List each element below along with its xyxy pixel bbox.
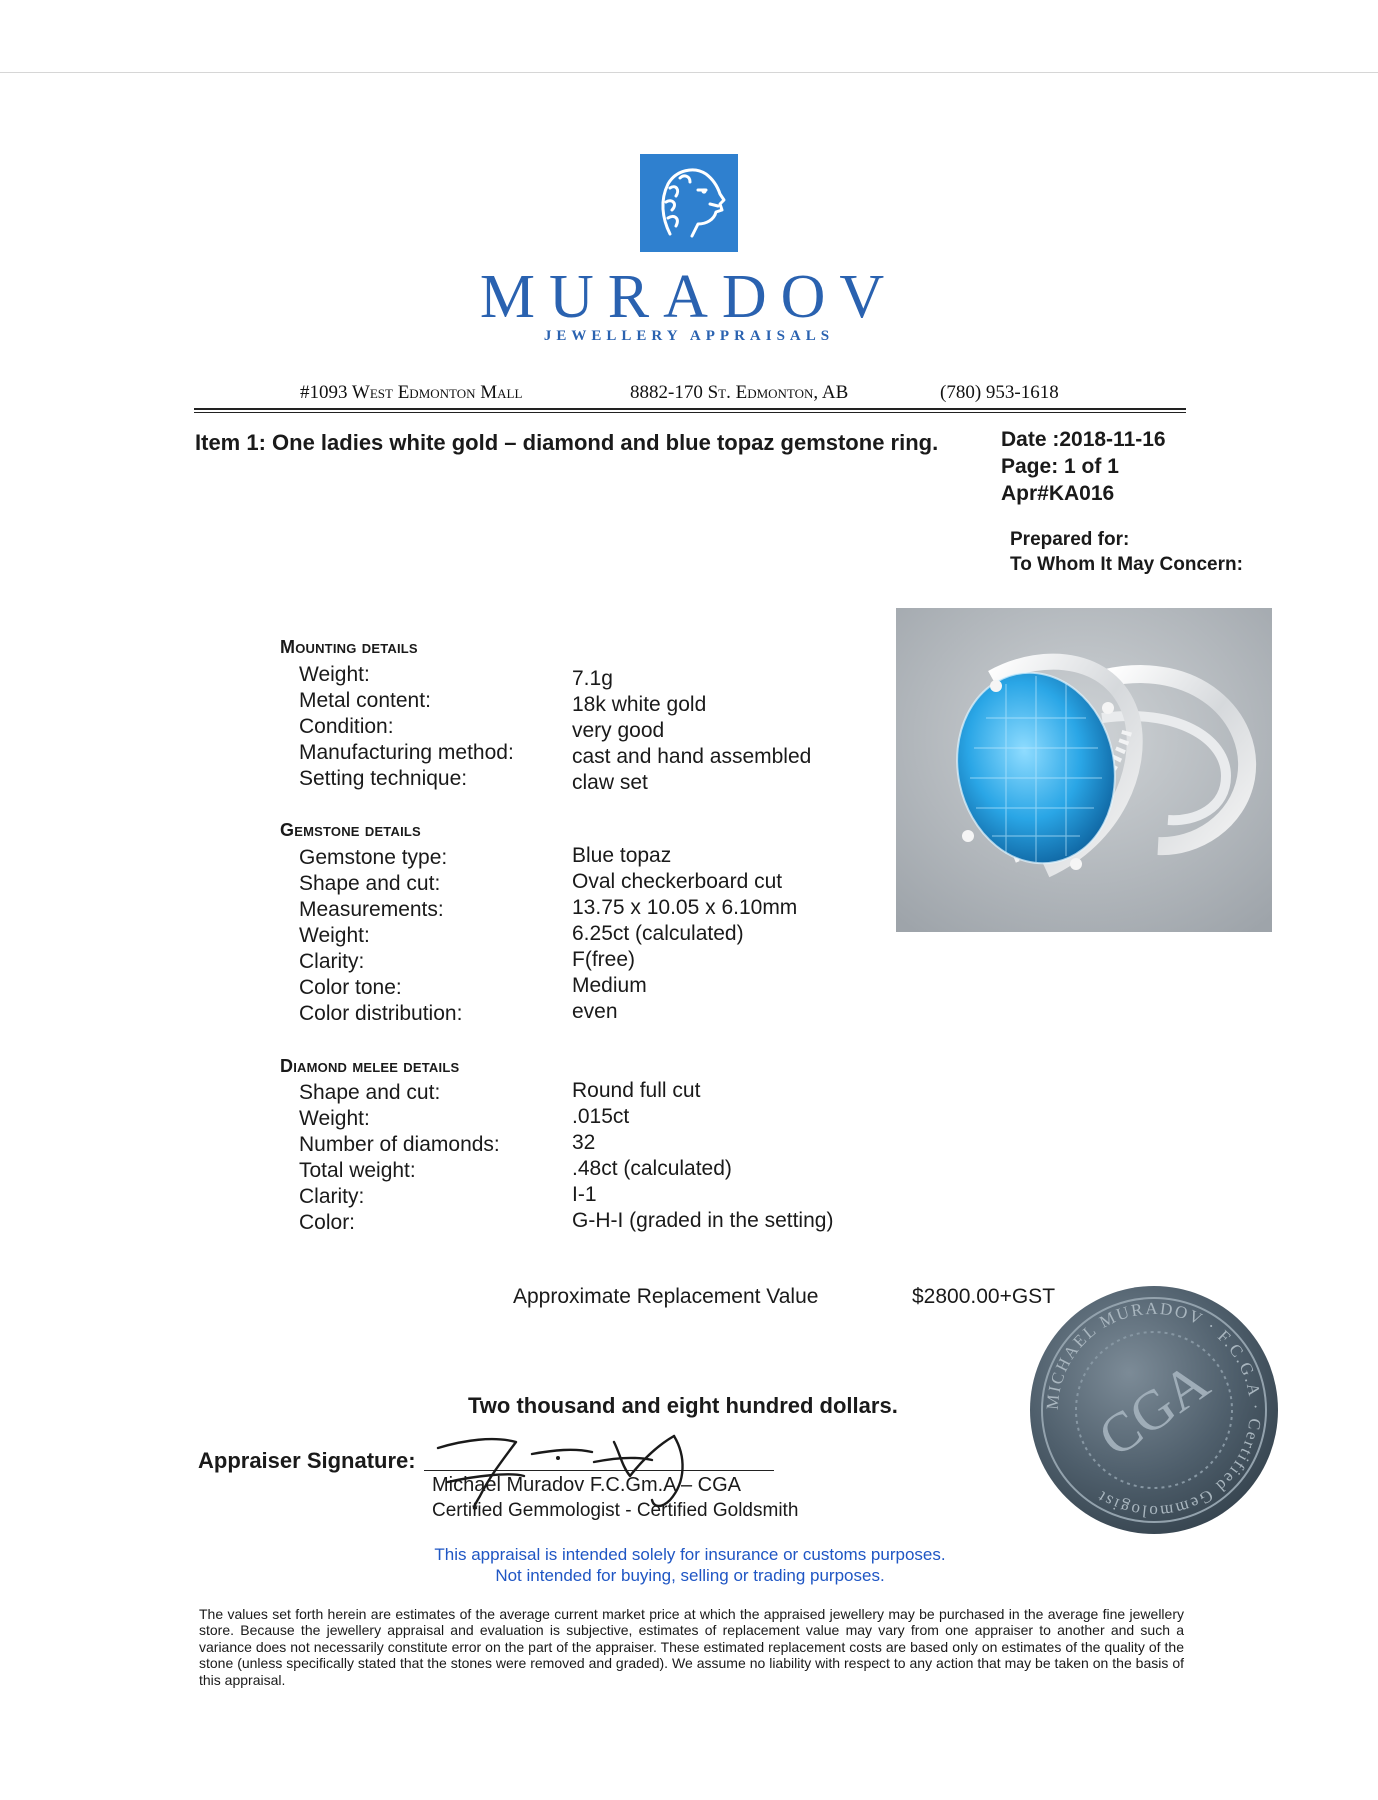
gemstone-label: Weight: (299, 924, 370, 947)
diamond-value: I-1 (572, 1183, 597, 1206)
brand-subtitle: JEWELLERY APPRAISALS (543, 328, 835, 344)
signature-label: Appraiser Signature: (198, 1448, 416, 1473)
address-location: #1093 West Edmonton Mall (300, 382, 523, 403)
appraisal-date: Date :2018-11-16 (1001, 428, 1166, 451)
header-rule-thin (194, 412, 1186, 413)
gemstone-value: Blue topaz (572, 844, 672, 867)
diamond-value: G-H-I (graded in the setting) (572, 1209, 834, 1232)
mounting-value: claw set (572, 771, 648, 794)
gemstone-value: even (572, 1000, 618, 1023)
gemstone-value: F(free) (572, 948, 635, 971)
purpose-notice: This appraisal is intended solely for insurance or customs purposes. (434, 1545, 946, 1564)
diamond-value: 32 (572, 1131, 596, 1154)
ring-photo (896, 608, 1272, 932)
appraisal-number: Apr#KA016 (1001, 482, 1115, 505)
disclaimer-text: The values set forth herein are estimates of the average current market price at which the appraised jewellery may be purchased in the average fine jewellery store. Because the jewellery appraisal and evaluation is subjective, estimates of replacement value may vary from one appraiser to another and such a variance does not necessarily constitute error on the part of the appraiser. These estimated replacement costs are based only on estimates of the quality of the stone (unless specifically stated that the stones were removed and graded). We assume no liability with respect to any action that may be taken on the basis of this appraisal. (199, 1606, 1184, 1688)
diamond-label: Color: (299, 1211, 356, 1234)
diamond-label: Weight: (299, 1107, 370, 1130)
mounting-heading: Mounting details (280, 637, 418, 657)
handwritten-signature (424, 1396, 784, 1516)
header-rule (194, 408, 1186, 410)
item-title: Item 1: One ladies white gold – diamond and blue topaz gemstone ring. (195, 430, 939, 455)
gemstone-label: Shape and cut: (299, 872, 441, 895)
mounting-label: Metal content: (299, 689, 431, 712)
purpose-restriction: Not intended for buying, selling or trading purposes. (495, 1566, 885, 1585)
top-divider (0, 72, 1378, 73)
lion-head-icon (640, 154, 738, 252)
cga-seal (1026, 1282, 1282, 1538)
gemstone-label: Measurements: (299, 898, 444, 921)
gemstone-heading: Gemstone details (280, 820, 421, 840)
diamond-value: .48ct (calculated) (572, 1157, 732, 1180)
diamond-heading: Diamond melee details (280, 1056, 460, 1076)
diamond-value: Round full cut (572, 1079, 701, 1102)
mounting-value: 18k white gold (572, 693, 707, 716)
diamond-value: .015ct (572, 1105, 630, 1128)
mounting-label: Weight: (299, 663, 370, 686)
appraiser-name: Michael Muradov F.C.Gm.A – CGA (432, 1474, 741, 1496)
mounting-value: cast and hand assembled (572, 745, 812, 768)
gemstone-value: Medium (572, 974, 647, 997)
diamond-label: Number of diamonds: (299, 1133, 500, 1156)
replacement-value-label: Approximate Replacement Value (513, 1285, 819, 1308)
prepared-for-recipient: To Whom It May Concern: (1010, 554, 1243, 575)
mounting-label: Manufacturing method: (299, 741, 514, 764)
replacement-value-price: $2800.00+GST (912, 1285, 1056, 1308)
seal-ring-text: MICHAEL MURADOV · F.C.G.A · Certified Gemmologist (1042, 1298, 1266, 1522)
value-in-words: Two thousand and eight hundred dollars. (468, 1393, 898, 1418)
mounting-value: 7.1g (572, 667, 613, 690)
gemstone-value: 6.25ct (calculated) (572, 922, 744, 945)
prepared-for-label: Prepared for: (1010, 529, 1130, 550)
mounting-label: Condition: (299, 715, 394, 738)
gemstone-label: Color tone: (299, 976, 402, 999)
gemstone-label: Color distribution: (299, 1002, 463, 1025)
address-phone: (780) 953-1618 (940, 382, 1059, 403)
gemstone-value: 13.75 x 10.05 x 6.10mm (572, 896, 798, 919)
address-street: 8882-170 St. Edmonton, AB (630, 382, 849, 403)
diamond-label: Total weight: (299, 1159, 416, 1182)
diamond-label: Shape and cut: (299, 1081, 441, 1104)
diamond-label: Clarity: (299, 1185, 365, 1208)
gemstone-label: Gemstone type: (299, 846, 448, 869)
seal-center-text: CGA (1087, 1350, 1221, 1470)
mounting-value: very good (572, 719, 665, 742)
page-count: Page: 1 of 1 (1001, 455, 1119, 478)
appraiser-title: Certified Gemmologist - Certified Goldsmith (432, 1500, 799, 1521)
gemstone-label: Clarity: (299, 950, 365, 973)
gemstone-value: Oval checkerboard cut (572, 870, 783, 893)
mounting-label: Setting technique: (299, 767, 468, 790)
brand-name: MURADOV (479, 263, 899, 331)
